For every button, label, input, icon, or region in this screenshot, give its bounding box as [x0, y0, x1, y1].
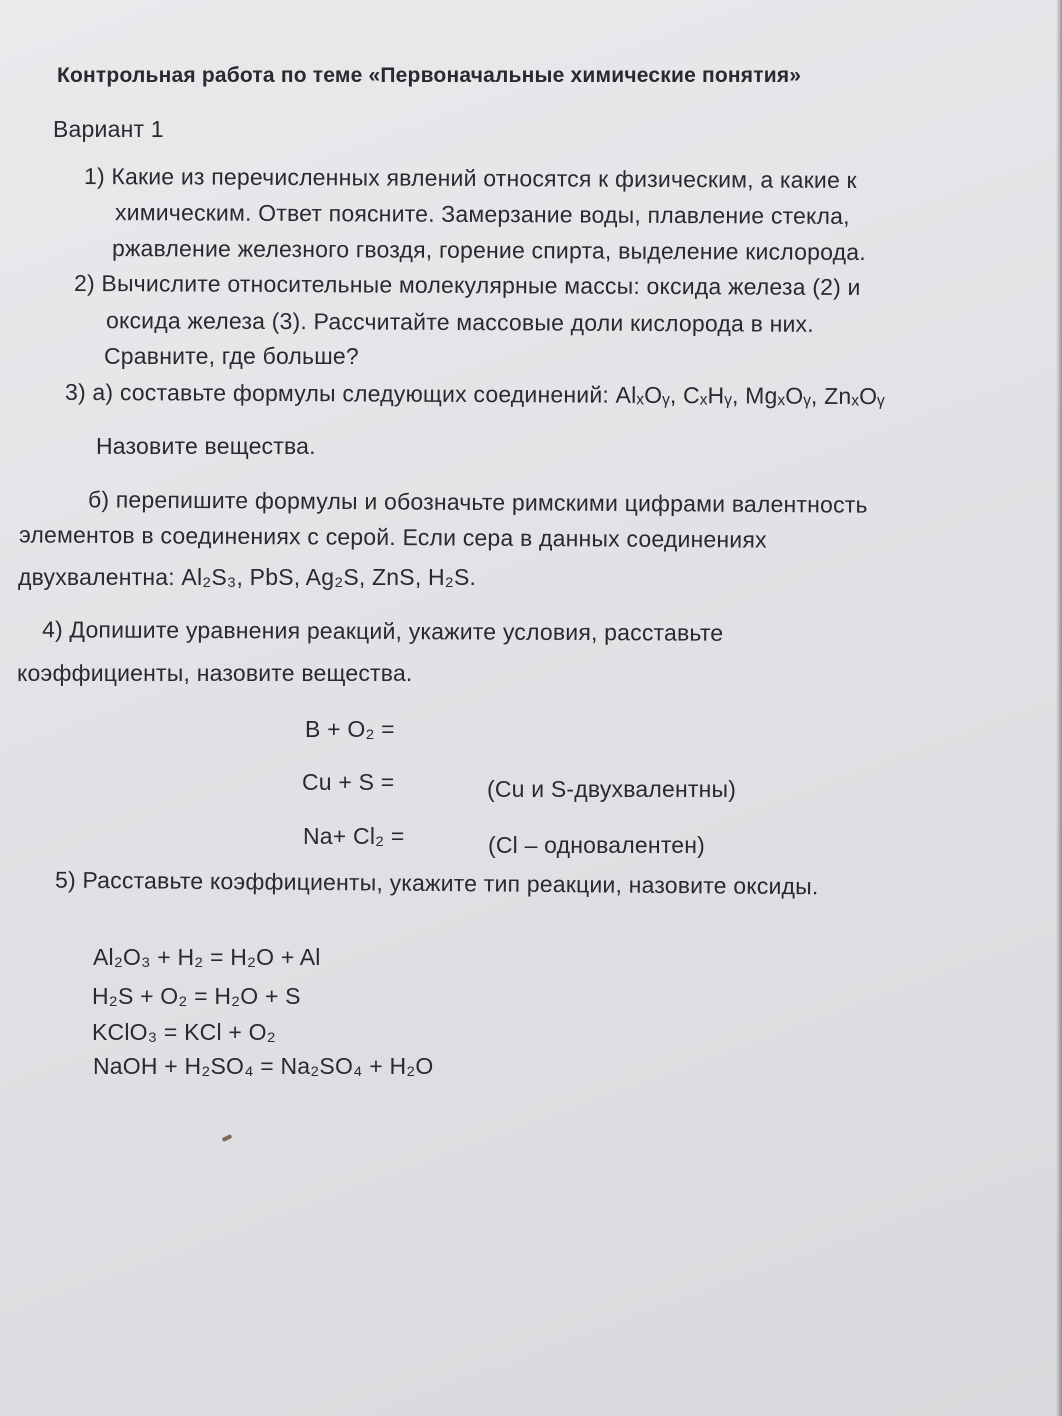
question-5-equation-3: KClO₃ = KCl + O₂ — [92, 1019, 276, 1045]
question-5-equation-4: NaOH + H₂SO₄ = Na₂SO₄ + H₂O — [93, 1053, 434, 1079]
question-3b-line-1: б) перепишите формулы и обозначьте римскими цифрами валентность — [87, 486, 868, 518]
question-4-equation-1: B + O₂ = — [305, 716, 395, 742]
question-4-equation-2: Cu + S = — [302, 769, 395, 795]
question-4-equation-3: Na+ Cl₂ = — [303, 823, 405, 849]
question-3a-line-2: Назовите вещества. — [96, 433, 316, 459]
question-3b-line-2: элементов в соединениях с серой. Если сера в данных соединениях — [18, 521, 767, 553]
question-4-line-1: 4) Допишите уравнения реакций, укажите условия, расставьте — [41, 616, 724, 646]
question-4-equation-2-note: (Cu и S-двухвалентны) — [487, 776, 737, 802]
question-3b-line-3: двухвалентна: Al₂S₃, PbS, Ag₂S, ZnS, H₂S. — [18, 564, 477, 590]
question-4-equation-3-note: (Cl – одновалентен) — [488, 832, 706, 858]
question-2-line-2: оксида железа (3). Рассчитайте массовые доли кислорода в них. — [105, 307, 814, 337]
page-title: Контрольная работа по теме «Первоначальные химические понятия» — [57, 64, 802, 87]
question-4-line-2: коэффициенты, назовите вещества. — [17, 660, 413, 686]
question-5-equation-1: Al₂O₃ + H₂ = H₂O + Al — [93, 944, 321, 970]
variant-label: Вариант 1 — [53, 116, 164, 142]
question-2-line-1: 2) Вычислите относительные молекулярные массы: оксида железа (2) и — [73, 269, 861, 301]
question-5-line-1: 5) Расставьте коэффициенты, укажите тип реакции, назовите оксиды. — [54, 866, 819, 900]
question-1-line-2: химическим. Ответ поясните. Замерзание воды, плавление стекла, — [114, 199, 850, 229]
question-1-line-3: ржавление железного гвоздя, горение спирта, выделение кислорода. — [111, 235, 866, 265]
question-5-equation-2: H₂S + O₂ = H₂O + S — [92, 983, 301, 1009]
question-3a-line-1: 3) а) составьте формулы следующих соединений: AlₓOᵧ, CₓHᵧ, MgₓOᵧ, ZnₓOᵧ — [64, 378, 885, 410]
question-2-line-3: Сравните, где больше? — [104, 343, 359, 369]
question-1-line-1: 1) Какие из перечисленных явлений относятся к физическим, а какие к — [83, 162, 857, 194]
pen-mark — [222, 1134, 233, 1142]
